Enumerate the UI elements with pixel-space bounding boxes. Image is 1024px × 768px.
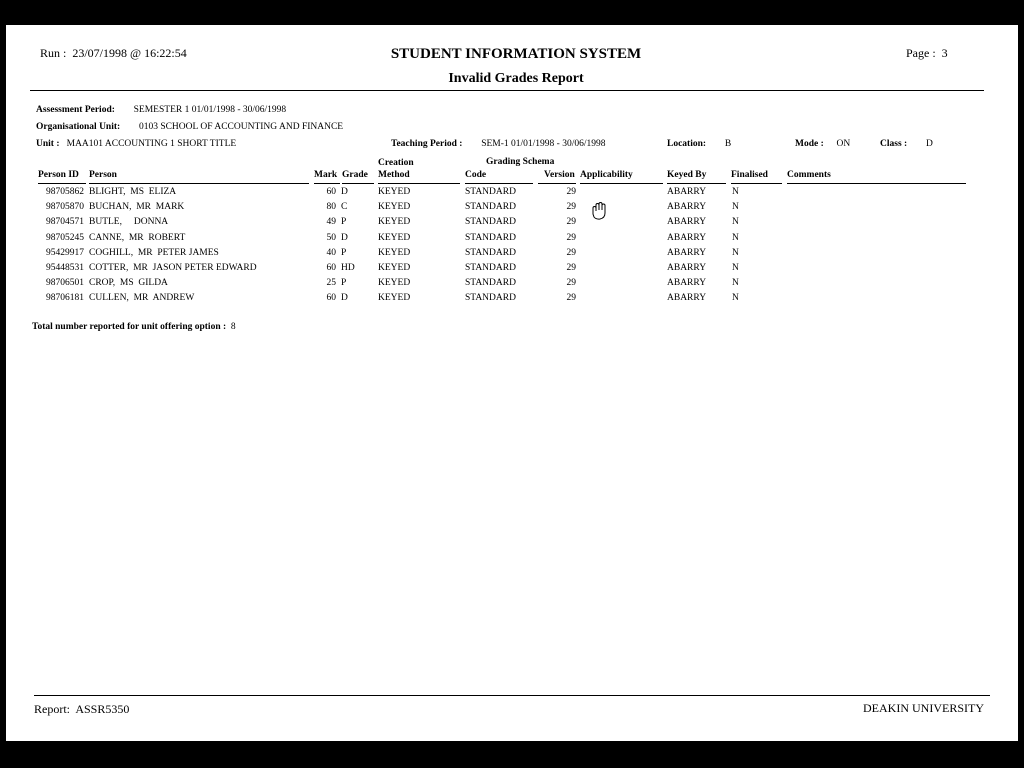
cell-person: BUCHAN, MR MARK bbox=[89, 202, 185, 213]
cell-person-id: 95429917 bbox=[46, 247, 84, 258]
cell-mark: 60 bbox=[326, 293, 336, 304]
cell-finalised: N bbox=[732, 217, 739, 228]
column-header-grading-schema: Grading Schema bbox=[486, 157, 555, 167]
cell-finalised: N bbox=[732, 278, 739, 289]
cell-keyed-by: ABARRY bbox=[667, 217, 707, 228]
cell-grade: HD bbox=[341, 263, 355, 273]
cell-method: KEYED bbox=[378, 247, 411, 258]
column-header-grade: Grade bbox=[342, 170, 368, 180]
cell-keyed-by: ABARRY bbox=[667, 187, 707, 197]
run-timestamp: Run : 23/07/1998 @ 16:22:54 bbox=[40, 46, 187, 60]
column-header-person-id: Person ID bbox=[38, 170, 79, 180]
cell-method: KEYED bbox=[378, 293, 411, 304]
assessment-period: Assessment Period: SEMESTER 1 01/01/1998 - 30/06/1998 bbox=[36, 105, 287, 115]
cell-keyed-by: ABARRY bbox=[667, 202, 707, 213]
underline-keyed-by bbox=[667, 183, 726, 184]
cell-mark: 40 bbox=[326, 247, 336, 258]
cell-mark: 60 bbox=[326, 263, 336, 273]
mode: Mode : ON bbox=[795, 139, 851, 149]
cell-version: 29 bbox=[566, 202, 576, 213]
cell-code: STANDARD bbox=[465, 232, 516, 243]
location: Location: B bbox=[667, 139, 732, 149]
cell-keyed-by: ABARRY bbox=[667, 232, 707, 243]
cell-person-id: 98706181 bbox=[46, 293, 84, 304]
cell-grade: D bbox=[341, 293, 348, 304]
column-header-method: Method bbox=[378, 170, 410, 180]
cell-mark: 50 bbox=[326, 232, 336, 243]
cell-mark: 49 bbox=[326, 217, 336, 228]
cell-grade: P bbox=[341, 217, 347, 228]
teaching-period: Teaching Period : SEM-1 01/01/1998 - 30/06/1998 bbox=[391, 139, 606, 149]
cell-person-id: 98705862 bbox=[46, 187, 84, 197]
underline-version bbox=[538, 183, 576, 184]
cell-version: 29 bbox=[566, 278, 576, 289]
cell-grade: P bbox=[341, 247, 347, 258]
cell-grade: D bbox=[341, 187, 348, 197]
cell-finalised: N bbox=[732, 232, 739, 243]
cell-grade: C bbox=[341, 202, 348, 213]
cell-finalised: N bbox=[732, 187, 739, 197]
cell-version: 29 bbox=[566, 247, 576, 258]
underline-mark bbox=[314, 183, 340, 184]
cell-code: STANDARD bbox=[465, 217, 516, 228]
cell-method: KEYED bbox=[378, 232, 411, 243]
cell-finalised: N bbox=[732, 293, 739, 304]
cell-mark: 60 bbox=[326, 187, 336, 197]
underline-grade bbox=[342, 183, 374, 184]
cell-person-id: 98704571 bbox=[46, 217, 84, 228]
page-number: Page : 3 bbox=[906, 46, 948, 60]
underline-applicability bbox=[580, 183, 663, 184]
cell-code: STANDARD bbox=[465, 278, 516, 289]
report-code: Report: ASSR5350 bbox=[34, 702, 130, 716]
cell-code: STANDARD bbox=[465, 247, 516, 258]
column-header-finalised: Finalised bbox=[731, 170, 768, 180]
header-divider bbox=[30, 90, 984, 91]
cell-person: CROP, MS GILDA bbox=[89, 278, 168, 289]
cell-grade: P bbox=[341, 278, 347, 289]
cell-version: 29 bbox=[566, 293, 576, 304]
report-title: Invalid Grades Report bbox=[448, 71, 584, 86]
cell-person-id: 98705870 bbox=[46, 202, 84, 213]
cell-keyed-by: ABARRY bbox=[667, 247, 707, 258]
cell-code: STANDARD bbox=[465, 263, 516, 273]
column-header-keyed-by: Keyed By bbox=[667, 170, 707, 180]
cell-method: KEYED bbox=[378, 217, 411, 228]
cell-person: COGHILL, MR PETER JAMES bbox=[89, 247, 219, 258]
cell-finalised: N bbox=[732, 202, 739, 213]
cell-version: 29 bbox=[566, 232, 576, 243]
unit: Unit : MAA101 ACCOUNTING 1 SHORT TITLE bbox=[36, 139, 237, 149]
cell-mark: 80 bbox=[326, 202, 336, 213]
cell-person-id: 98706501 bbox=[46, 278, 84, 289]
cell-keyed-by: ABARRY bbox=[667, 278, 707, 289]
cell-finalised: N bbox=[732, 263, 739, 273]
cell-code: STANDARD bbox=[465, 293, 516, 304]
report-page bbox=[6, 25, 1018, 741]
column-header-comments: Comments bbox=[787, 170, 831, 180]
total-count: Total number reported for unit offering option : 8 bbox=[32, 322, 236, 332]
footer-divider bbox=[34, 695, 990, 696]
hand-cursor-icon bbox=[589, 201, 611, 221]
report-system-title: STUDENT INFORMATION SYSTEM bbox=[390, 46, 642, 62]
cell-person-id: 95448531 bbox=[46, 263, 84, 273]
organisational-unit: Organisational Unit: 0103 SCHOOL OF ACCOUNTING AND FINANCE bbox=[36, 122, 344, 132]
cell-keyed-by: ABARRY bbox=[667, 263, 707, 273]
cell-keyed-by: ABARRY bbox=[667, 293, 707, 304]
cell-finalised: N bbox=[732, 247, 739, 258]
column-header-mark: Mark bbox=[314, 170, 338, 180]
cell-version: 29 bbox=[566, 217, 576, 228]
institution-name: DEAKIN UNIVERSITY bbox=[863, 701, 984, 715]
column-header-applicability: Applicability bbox=[580, 170, 633, 180]
cell-person: BUTLE, DONNA bbox=[89, 217, 169, 228]
underline-code bbox=[465, 183, 533, 184]
cell-person: CULLEN, MR ANDREW bbox=[89, 293, 195, 304]
class: Class : D bbox=[880, 139, 933, 149]
cell-code: STANDARD bbox=[465, 202, 516, 213]
cell-method: KEYED bbox=[378, 202, 411, 213]
cell-method: KEYED bbox=[378, 278, 411, 289]
cell-version: 29 bbox=[566, 263, 576, 273]
column-header-version: Version bbox=[544, 170, 575, 180]
underline-person-id bbox=[38, 183, 86, 184]
underline-method bbox=[378, 183, 460, 184]
column-header-person: Person bbox=[89, 170, 117, 180]
cell-person: CANNE, MR ROBERT bbox=[89, 232, 186, 243]
underline-comments bbox=[787, 183, 966, 184]
underline-person bbox=[89, 183, 309, 184]
cell-person: BLIGHT, MS ELIZA bbox=[89, 187, 177, 197]
cell-version: 29 bbox=[566, 187, 576, 197]
cell-mark: 25 bbox=[326, 278, 336, 289]
cell-grade: D bbox=[341, 232, 348, 243]
cell-code: STANDARD bbox=[465, 187, 516, 197]
cell-method: KEYED bbox=[378, 263, 411, 273]
cell-method: KEYED bbox=[378, 187, 411, 197]
column-header-code: Code bbox=[465, 170, 487, 180]
column-header-creation: Creation bbox=[378, 158, 414, 168]
underline-finalised bbox=[731, 183, 782, 184]
cell-person-id: 98705245 bbox=[46, 232, 84, 243]
cell-person: COTTER, MR JASON PETER EDWARD bbox=[89, 263, 257, 273]
